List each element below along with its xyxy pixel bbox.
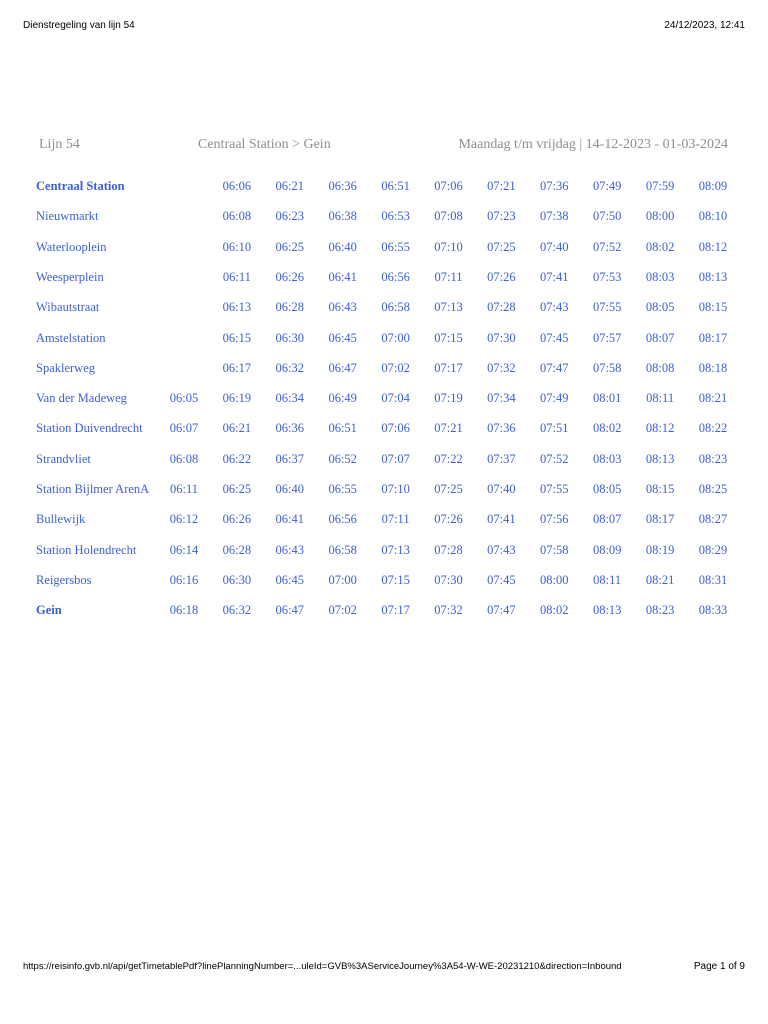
departure-time: 07:45	[487, 572, 516, 587]
departure-time: 08:00	[540, 572, 569, 587]
departure-time: 06:16	[169, 572, 199, 587]
departure-time: 06:05	[169, 391, 199, 406]
departure-time: 08:08	[645, 360, 675, 375]
departure-time: 08:10	[698, 209, 728, 224]
departure-time: 06:21	[222, 421, 252, 436]
departure-time: 07:13	[434, 300, 463, 315]
departure-time: 06:08	[169, 451, 199, 466]
departure-time: 08:03	[592, 451, 622, 466]
departure-time: 08:17	[645, 512, 675, 527]
departure-time: 07:51	[540, 421, 569, 436]
departure-time: 07:32	[487, 360, 516, 375]
departure-time: 06:22	[222, 451, 252, 466]
timetable-row	[0, 179, 768, 197]
departure-time: 06:32	[275, 360, 305, 375]
departure-time: 07:00	[381, 330, 410, 345]
departure-time: 08:12	[698, 239, 728, 254]
departure-time: 06:25	[222, 482, 252, 496]
departure-time: 06:06	[222, 179, 252, 193]
route-direction: Centraal Station > Gein	[198, 137, 331, 152]
departure-time: 06:18	[169, 603, 199, 618]
stop-name: Amstelstation	[36, 330, 106, 345]
departure-time: 08:15	[645, 482, 675, 496]
departure-time: 07:23	[487, 209, 516, 224]
departure-time: 07:43	[540, 300, 569, 315]
stop-name: Nieuwmarkt	[36, 209, 99, 224]
departure-time: 06:08	[222, 209, 252, 224]
departure-time: 06:36	[328, 179, 357, 193]
departure-time: 08:12	[645, 421, 675, 436]
departure-time: 08:13	[645, 451, 675, 466]
departure-time: 07:40	[540, 239, 569, 254]
departure-time: 06:28	[275, 300, 305, 315]
departure-time: 08:07	[592, 512, 622, 527]
departure-time: 06:43	[275, 542, 305, 557]
departure-time: 07:38	[540, 209, 569, 224]
departure-time: 07:26	[434, 512, 463, 527]
departure-time: 07:41	[540, 269, 569, 284]
departure-time: 06:15	[222, 330, 252, 345]
departure-time: 07:06	[381, 421, 410, 436]
departure-time: 07:02	[381, 360, 410, 375]
departure-time: 07:10	[434, 239, 463, 254]
departure-time: 07:21	[487, 179, 516, 193]
route-line-number: Lijn 54	[39, 137, 80, 152]
departure-time: 08:09	[592, 542, 622, 557]
timetable-row	[0, 421, 768, 439]
departure-time: 06:58	[328, 542, 357, 557]
departure-time: 08:13	[592, 603, 622, 618]
stop-name: Spaklerweg	[36, 360, 96, 375]
departure-time: 06:40	[328, 239, 357, 254]
timetable-row	[0, 209, 768, 227]
departure-time: 08:18	[698, 360, 728, 375]
departure-time: 07:36	[487, 421, 516, 436]
timetable-row	[0, 482, 768, 500]
departure-time: 06:23	[275, 209, 305, 224]
stop-name: Reigersbos	[36, 572, 92, 587]
departure-time: 07:32	[434, 603, 463, 618]
departure-time: 08:25	[698, 482, 728, 496]
departure-time: 08:07	[645, 330, 675, 345]
departure-time: 07:11	[434, 269, 463, 284]
departure-time: 06:11	[222, 269, 251, 284]
route-service-period: Maandag t/m vrijdag | 14-12-2023 - 01-03-2024	[458, 137, 728, 152]
timetable-row	[0, 361, 768, 379]
timetable-row	[0, 452, 768, 470]
departure-time: 07:55	[592, 300, 622, 315]
departure-time: 06:30	[275, 330, 305, 345]
timetable-row	[0, 603, 768, 621]
departure-time: 06:55	[381, 239, 410, 254]
departure-time: 06:43	[328, 300, 357, 315]
departure-time: 06:34	[275, 391, 305, 406]
departure-time: 06:55	[328, 482, 357, 496]
departure-time: 07:07	[381, 451, 410, 466]
departure-time: 06:26	[275, 269, 305, 284]
departure-time: 06:17	[222, 360, 252, 375]
departure-time: 08:11	[593, 572, 622, 587]
departure-time: 06:07	[169, 421, 199, 436]
timetable-row	[0, 512, 768, 530]
departure-time: 08:19	[645, 542, 675, 557]
departure-time: 07:26	[487, 269, 516, 284]
departure-time: 06:56	[328, 512, 357, 527]
departure-time: 07:04	[381, 391, 410, 406]
departure-time: 07:58	[540, 542, 569, 557]
timetable-row	[0, 543, 768, 561]
departure-time: 08:03	[645, 269, 675, 284]
departure-time: 07:53	[592, 269, 622, 284]
stop-name: Strandvliet	[36, 451, 91, 466]
departure-time: 08:23	[698, 451, 728, 466]
departure-time: 07:08	[434, 209, 463, 224]
departure-time: 08:33	[698, 603, 728, 618]
timetable-row	[0, 270, 768, 288]
departure-time: 06:47	[275, 603, 305, 618]
departure-time: 06:41	[275, 512, 305, 527]
timetable-row	[0, 300, 768, 318]
departure-time: 08:02	[645, 239, 675, 254]
departure-time: 08:11	[646, 391, 675, 406]
departure-time: 06:32	[222, 603, 252, 618]
departure-time: 06:13	[222, 300, 252, 315]
departure-time: 07:57	[592, 330, 622, 345]
departure-time: 06:14	[169, 542, 199, 557]
departure-time: 07:06	[434, 179, 463, 193]
departure-time: 07:58	[592, 360, 622, 375]
timetable-row	[0, 331, 768, 349]
departure-time: 07:17	[381, 603, 410, 618]
departure-time: 06:10	[222, 239, 252, 254]
departure-time: 08:29	[698, 542, 728, 557]
departure-time: 07:25	[434, 482, 463, 496]
departure-time: 07:30	[487, 330, 516, 345]
timetable-row	[0, 391, 768, 409]
departure-time: 07:28	[434, 542, 463, 557]
departure-time: 07:49	[540, 391, 569, 406]
departure-time: 07:37	[487, 451, 516, 466]
departure-time: 07:15	[381, 572, 410, 587]
departure-time: 06:53	[381, 209, 410, 224]
departure-time: 07:59	[645, 179, 675, 193]
departure-time: 07:11	[381, 512, 410, 527]
departure-time: 08:17	[698, 330, 728, 345]
departure-time: 06:56	[381, 269, 410, 284]
departure-time: 07:47	[487, 603, 516, 618]
departure-time: 07:50	[592, 209, 622, 224]
departure-time: 08:31	[698, 572, 728, 587]
departure-time: 08:02	[540, 603, 569, 618]
departure-time: 06:25	[275, 239, 305, 254]
departure-time: 06:28	[222, 542, 252, 557]
departure-time: 07:17	[434, 360, 463, 375]
departure-time: 08:00	[645, 209, 675, 224]
departure-time: 06:45	[275, 572, 305, 587]
departure-time: 08:23	[645, 603, 675, 618]
departure-time: 07:47	[540, 360, 569, 375]
stop-name: Bullewijk	[36, 512, 86, 527]
departure-time: 06:47	[328, 360, 357, 375]
departure-time: 06:45	[328, 330, 357, 345]
departure-time: 06:12	[169, 512, 199, 527]
departure-time: 07:30	[434, 572, 463, 587]
stop-name: Weesperplein	[36, 269, 104, 284]
departure-time: 06:11	[169, 482, 198, 496]
departure-time: 07:49	[592, 179, 622, 193]
stop-name: Station Holendrecht	[36, 542, 137, 557]
stop-name: Centraal Station	[36, 179, 125, 193]
departure-time: 07:36	[540, 179, 569, 193]
print-footer-url: https://reisinfo.gvb.nl/api/getTimetablePdf?linePlanningNumber=...uleId=GVB%3AServiceJourney%3A54-W-WE-20231210&direction=Inbound	[23, 961, 622, 972]
departure-time: 08:27	[698, 512, 728, 527]
departure-time: 06:40	[275, 482, 305, 496]
departure-time: 06:37	[275, 451, 305, 466]
departure-time: 08:15	[698, 300, 728, 315]
departure-time: 08:01	[592, 391, 622, 406]
departure-time: 07:52	[540, 451, 569, 466]
stop-name: Waterlooplein	[36, 239, 107, 254]
departure-time: 07:41	[487, 512, 516, 527]
departure-time: 07:00	[328, 572, 357, 587]
departure-time: 07:21	[434, 421, 463, 436]
departure-time: 08:22	[698, 421, 728, 436]
departure-time: 08:21	[645, 572, 675, 587]
departure-time: 07:22	[434, 451, 463, 466]
print-footer-page-number: Page 1 of 9	[693, 961, 745, 972]
departure-time: 06:51	[381, 179, 410, 193]
departure-time: 06:30	[222, 572, 252, 587]
departure-time: 07:43	[487, 542, 516, 557]
departure-time: 06:21	[275, 179, 305, 193]
stop-name: Wibautstraat	[36, 300, 100, 315]
departure-time: 06:52	[328, 451, 357, 466]
departure-time: 08:05	[592, 482, 622, 496]
stop-name: Gein	[36, 603, 62, 618]
departure-time: 07:40	[487, 482, 516, 496]
departure-time: 07:28	[487, 300, 516, 315]
departure-time: 06:58	[381, 300, 410, 315]
print-header-title: Dienstregeling van lijn 54	[23, 20, 135, 31]
departure-time: 06:51	[328, 421, 357, 436]
departure-time: 07:52	[592, 239, 622, 254]
timetable-row	[0, 240, 768, 258]
departure-time: 06:19	[222, 391, 252, 406]
departure-time: 08:02	[592, 421, 622, 436]
departure-time: 06:49	[328, 391, 357, 406]
stop-name: Station Duivendrecht	[36, 421, 143, 436]
departure-time: 07:10	[381, 482, 410, 496]
departure-time: 07:45	[540, 330, 569, 345]
print-header-datetime: 24/12/2023, 12:41	[664, 20, 745, 31]
departure-time: 07:02	[328, 603, 357, 618]
departure-time: 07:56	[540, 512, 569, 527]
departure-time: 07:34	[487, 391, 516, 406]
stop-name: Station Bijlmer ArenA	[36, 482, 150, 496]
departure-time: 06:36	[275, 421, 305, 436]
departure-time: 08:13	[698, 269, 728, 284]
departure-time: 08:05	[645, 300, 675, 315]
timetable-row	[0, 573, 768, 591]
departure-time: 06:38	[328, 209, 357, 224]
departure-time: 08:09	[698, 179, 728, 193]
departure-time: 07:13	[381, 542, 410, 557]
departure-time: 07:55	[540, 482, 569, 496]
departure-time: 07:25	[487, 239, 516, 254]
departure-time: 07:15	[434, 330, 463, 345]
departure-time: 06:26	[222, 512, 252, 527]
departure-time: 06:41	[328, 269, 357, 284]
departure-time: 08:21	[698, 391, 728, 406]
stop-name: Van der Madeweg	[36, 391, 127, 406]
departure-time: 07:19	[434, 391, 463, 406]
